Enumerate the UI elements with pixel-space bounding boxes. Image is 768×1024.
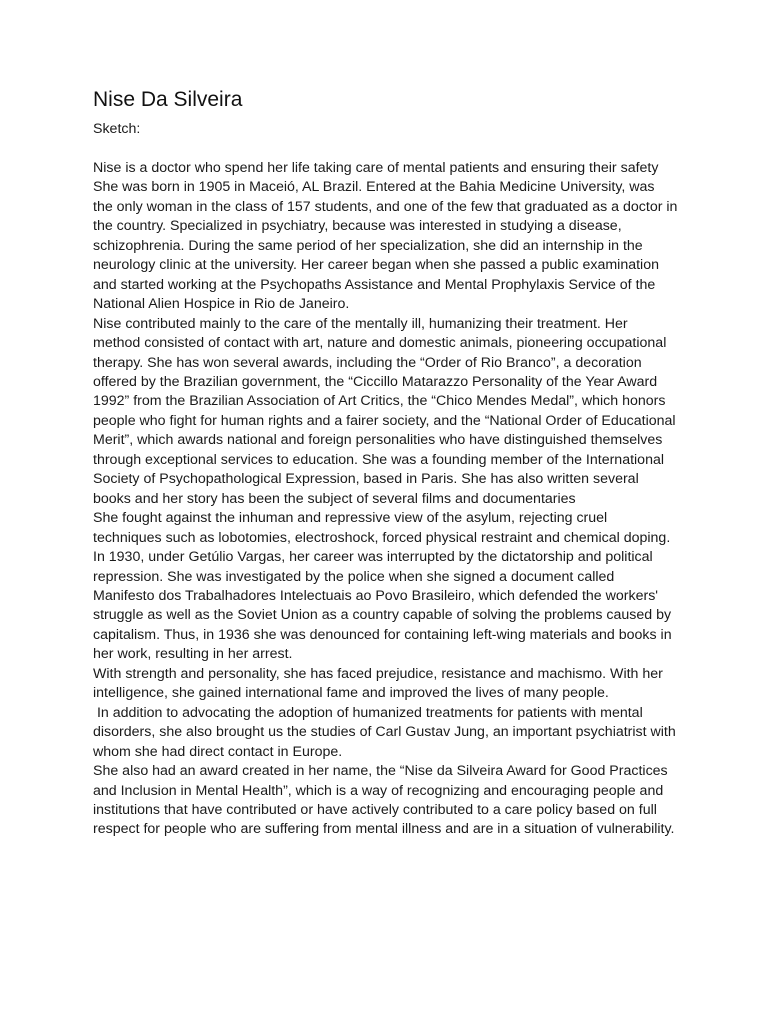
paragraph-award: She also had an award created in her name, the “Nise da Silveira Award for Good Practices and Inclusion in Mental Health”, which is a way of recognizing and encouraging people and institutions that have contributed or have actively contributed to a care policy based on full respect for people who are suffering from mental illness and are in a situation of vulnerability. (93, 763, 675, 838)
document-title: Nise Da Silveira (93, 88, 243, 111)
paragraph-asylum-fight: She fought against the inhuman and repressive view of the asylum, rejecting cruel techniques such as lobotomies, electroshock, forced physical restraint and chemical doping. In 1930, under Getúlio Vargas, her career was interrupted by the dictatorship and political repression. She was investigated by the police when she signed a document called Manifesto dos Trabalhadores Intelectuais ao Povo Brasileiro, which defended the workers' struggle as well as the Soviet Union as a country capable of solving the problems caused by capitalism. Thus, in 1936 she was denounced for containing left-wing materials and books in her work, resulting in her arrest. (93, 510, 676, 663)
document-subtitle: Sketch: (93, 121, 141, 137)
paragraph-early-life: She was born in 1905 in Maceió, AL Brazil. Entered at the Bahia Medicine University, was the only woman in the class of 157 students, and one of the few that graduated as a doctor in the country. Specialized in psychiatry, because was interested in studying a disease, schizophrenia. During the same period of her specialization, she did an internship in the neurology clinic at the university. Her career began when she passed a public examination and started working at the Psychopaths Assistance and Mental Prophylaxis Service of the National Alien Hospice in Rio de Janeiro. (93, 179, 682, 313)
paragraph-jung: In addition to advocating the adoption of humanized treatments for patients with mental disorders, she also brought us the studies of Carl Gustav Jung, an important psychiatrist with whom she had direct contact in Europe. (93, 704, 680, 760)
paragraph-personality: With strength and personality, she has faced prejudice, resistance and machismo. With her intelligence, she gained international fame and improved the lives of many people. (93, 665, 667, 702)
paragraph-contributions: Nise contributed mainly to the care of the mentally ill, humanizing their treatment. Her method consisted of contact with art, nature and domestic animals, pioneering occupational therapy. She has won several awards, including the “Order of Rio Branco”, a decoration offered by the Brazilian government, the “Ciccillo Matarazzo Personality of the Year Award 1992” from the Brazilian Association of Art Critics, the “Chico Mendes Medal”, which honors people who fight for human rights and a fairer society, and the “National Order of Educational Merit”, which awards national and foreign personalities who have distinguished themselves through exceptional services to education. She was a founding member of the International Society of Psychopathological Expression, based in Paris. She has also written several books and her story has been the subject of several films and documentaries (93, 315, 680, 507)
document-page (93, 86, 682, 840)
blank-line (93, 140, 678, 160)
paragraph-intro: Nise is a doctor who spend her life taking care of mental patients and ensuring their safety (93, 160, 659, 176)
